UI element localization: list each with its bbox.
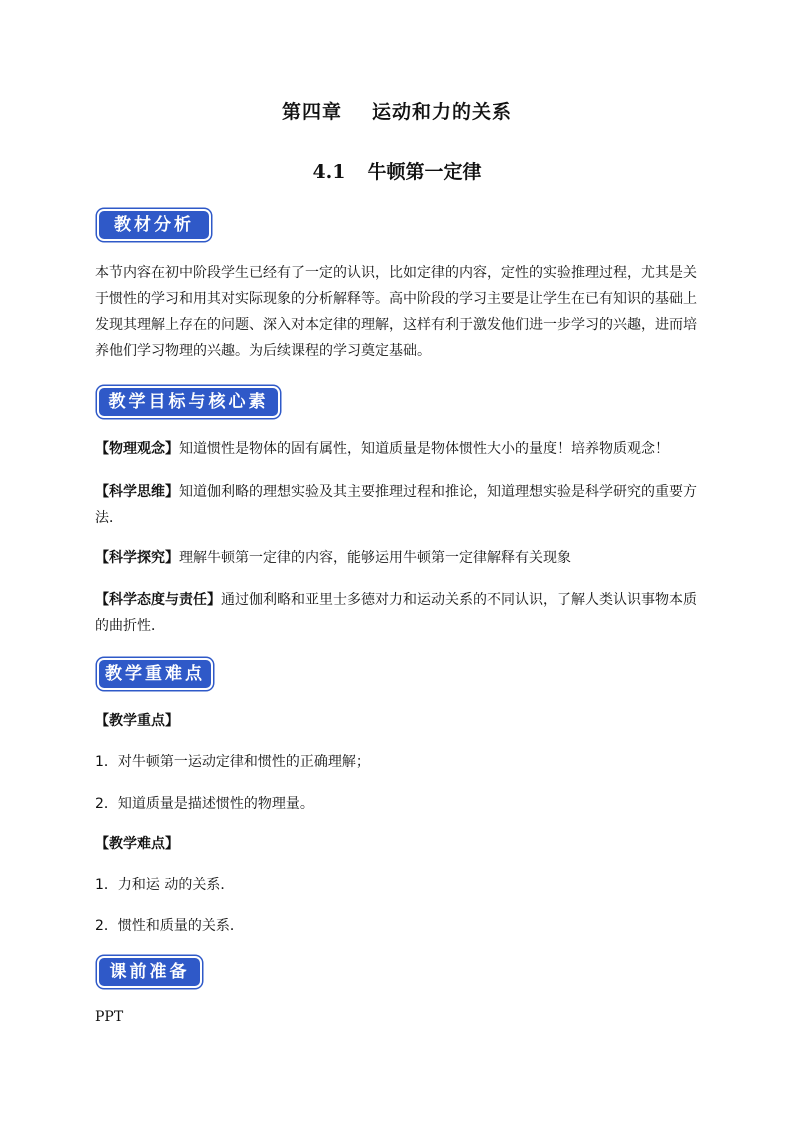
difficulty-label: 【教学难点】 (95, 836, 179, 852)
focus-item: 1．对牛顿第一运动定律和惯性的正确理解； (95, 754, 370, 770)
difficulty-item: 2．惯性和质量的关系． (95, 918, 244, 934)
objective-tag: 【科学态度与责任】 (95, 592, 221, 608)
textbook-analysis-body: 本节内容在初中阶段学生已经有了一定的认识，比如定律的内容，定性的实验推理过程，尤其是关于惯性的学习和用其对实际现象的分析解释等。高中阶段的学习主要是让学生在已有知识的基础上发现其理解上存在的问题、深入对本定律的理解，这样有利于激发他们进一步学习的兴趣，进而培养他们学习物理的兴趣。为后续课程的学习奠定基础。 (95, 265, 697, 359)
objective-scientific-inquiry (95, 545, 703, 571)
focus-label: 【教学重点】 (95, 713, 179, 729)
section-name: 牛顿第一定律 (367, 161, 482, 183)
chapter-title (0, 97, 794, 124)
objective-text: 知道伽利略的理想实验及其主要推理过程和推论，知道理想实验是科学研究的重要方法． (95, 484, 697, 526)
section-title (0, 157, 794, 184)
objective-text: 知道惯性是物体的固有属性，知道质量是物体惯性大小的量度！培养物质观念！ (179, 441, 669, 457)
objectives-heading: 教学目标与核心素养 (99, 388, 278, 416)
chapter-label: 第四章 (281, 101, 342, 123)
preparation-content: PPT (95, 1009, 124, 1025)
objective-tag: 【科学探究】 (95, 550, 179, 566)
section-number: 4.1 (312, 161, 346, 183)
objective-physics-concept (95, 436, 703, 462)
objective-scientific-thinking (95, 479, 703, 531)
objective-text: 通过伽利略和亚里士多德对力和运动关系的不同认识，了解人类认识事物本质的曲折性． (95, 592, 697, 634)
objective-tag: 【科学思维】 (95, 484, 179, 500)
chapter-name: 运动和力的关系 (372, 101, 513, 123)
key-points-heading: 教学重难点 (99, 660, 211, 688)
objective-text: 理解牛顿第一定律的内容，能够运用牛顿第一定律解释有关现象 (179, 550, 571, 566)
textbook-analysis-heading: 教材分析 (99, 211, 209, 239)
focus-item: 2．知道质量是描述惯性的物理量。 (95, 796, 314, 812)
difficulty-item: 1．力和运 动的关系． (95, 877, 235, 893)
objective-tag: 【物理观念】 (95, 441, 179, 457)
objective-attitude-responsibility (95, 587, 703, 639)
preparation-heading: 课前准备 (99, 958, 200, 986)
